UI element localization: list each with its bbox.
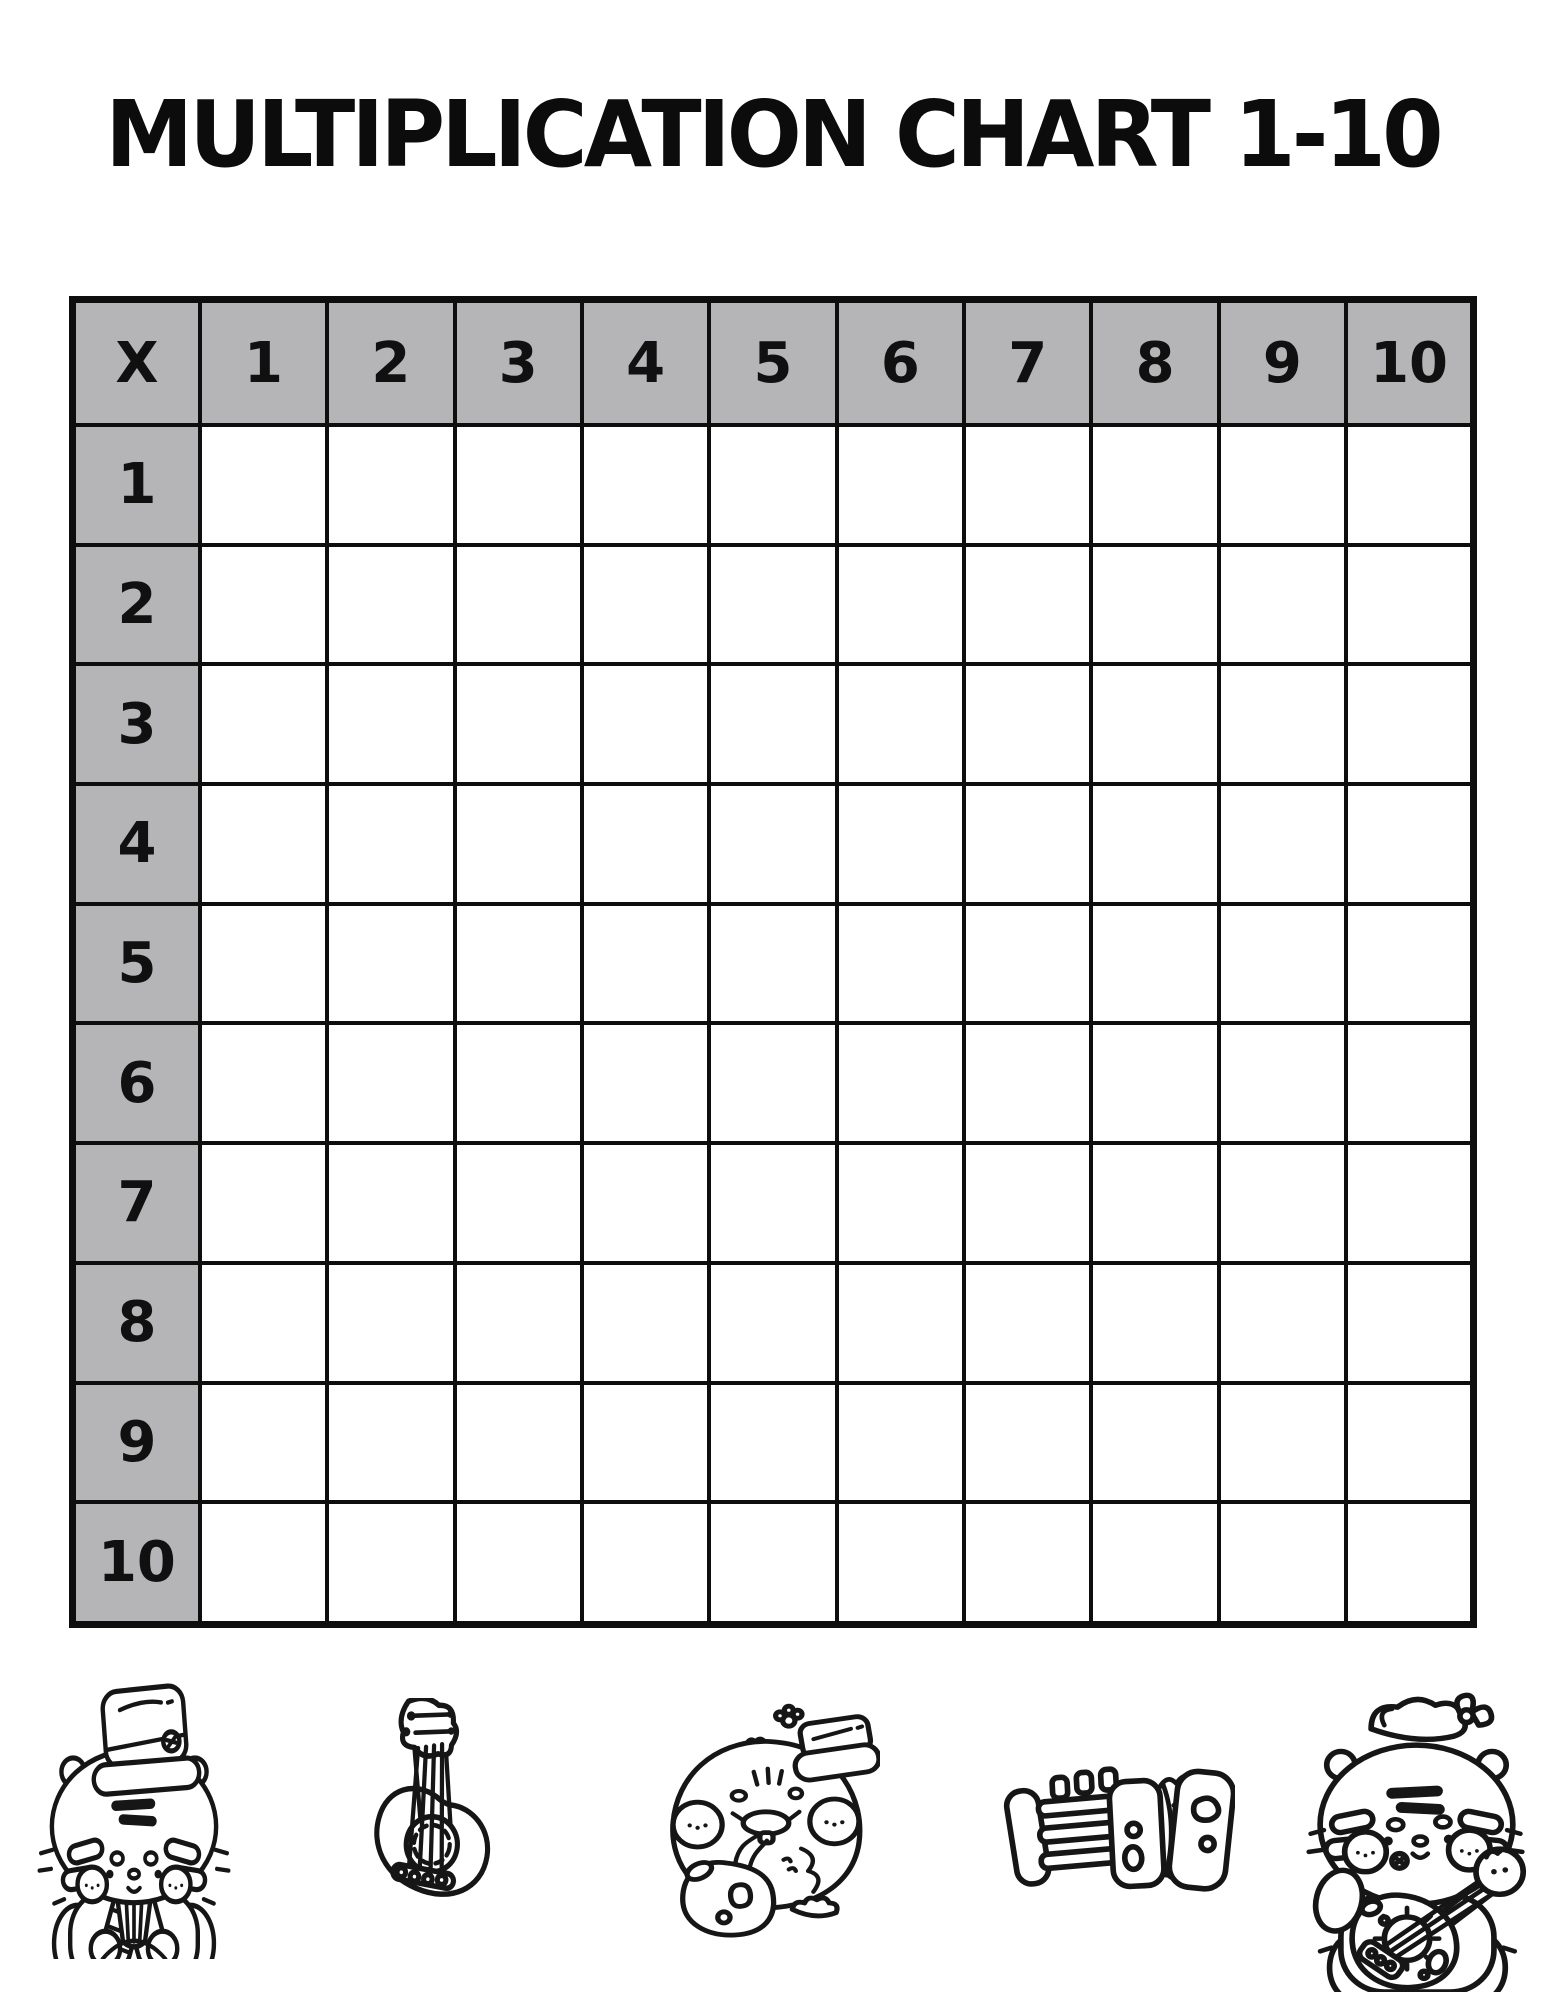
column-header-9: 9 (1219, 300, 1346, 426)
answer-cell-7x7 (964, 1143, 1091, 1263)
answer-cell-10x4 (582, 1502, 709, 1624)
concertina-icon (1000, 1752, 1235, 1902)
answer-cell-4x9 (1219, 784, 1346, 904)
answer-cell-1x10 (1346, 425, 1473, 545)
answer-cell-1x7 (964, 425, 1091, 545)
table-row-6 (73, 1023, 1474, 1143)
answer-cell-8x10 (1346, 1263, 1473, 1383)
answer-cell-8x4 (582, 1263, 709, 1383)
table-row-10 (73, 1502, 1474, 1624)
table-row-7 (73, 1143, 1474, 1263)
answer-cell-4x3 (455, 784, 582, 904)
table-row-5 (73, 904, 1474, 1024)
column-header-4: 4 (582, 300, 709, 426)
answer-cell-2x5 (709, 545, 836, 665)
answer-cell-4x8 (1091, 784, 1218, 904)
answer-cell-6x8 (1091, 1023, 1218, 1143)
answer-cell-1x6 (837, 425, 964, 545)
column-header-3: 3 (455, 300, 582, 426)
answer-cell-8x6 (837, 1263, 964, 1383)
answer-cell-9x8 (1091, 1383, 1218, 1503)
answer-cell-5x6 (837, 904, 964, 1024)
answer-cell-3x6 (837, 664, 964, 784)
row-header-7: 7 (73, 1143, 200, 1263)
answer-cell-5x1 (200, 904, 327, 1024)
table-row-1 (73, 425, 1474, 545)
answer-cell-1x4 (582, 425, 709, 545)
column-header-8: 8 (1091, 300, 1218, 426)
answer-cell-7x4 (582, 1143, 709, 1263)
answer-cell-9x3 (455, 1383, 582, 1503)
answer-cell-8x9 (1219, 1263, 1346, 1383)
answer-cell-7x2 (327, 1143, 454, 1263)
row-header-6: 6 (73, 1023, 200, 1143)
answer-cell-1x3 (455, 425, 582, 545)
answer-cell-1x9 (1219, 425, 1346, 545)
answer-cell-1x1 (200, 425, 327, 545)
answer-cell-4x7 (964, 784, 1091, 904)
answer-cell-3x5 (709, 664, 836, 784)
answer-cell-3x4 (582, 664, 709, 784)
answer-cell-1x5 (709, 425, 836, 545)
answer-cell-10x3 (455, 1502, 582, 1624)
answer-cell-5x7 (964, 904, 1091, 1024)
answer-cell-7x3 (455, 1143, 582, 1263)
answer-cell-10x2 (327, 1502, 454, 1624)
answer-cell-6x1 (200, 1023, 327, 1143)
answer-cell-10x5 (709, 1502, 836, 1624)
answer-cell-10x10 (1346, 1502, 1473, 1624)
acoustic-guitar-icon (360, 1698, 522, 1910)
answer-cell-10x7 (964, 1502, 1091, 1624)
answer-cell-6x10 (1346, 1023, 1473, 1143)
table-row-4 (73, 784, 1474, 904)
answer-cell-5x3 (455, 904, 582, 1024)
answer-cell-2x2 (327, 545, 454, 665)
answer-cell-3x10 (1346, 664, 1473, 784)
answer-cell-2x9 (1219, 545, 1346, 665)
table-row-9 (73, 1383, 1474, 1503)
column-header-5: 5 (709, 300, 836, 426)
answer-cell-2x6 (837, 545, 964, 665)
answer-cell-4x4 (582, 784, 709, 904)
cat-top-hat-accordion-icon (35, 1673, 233, 1959)
answer-cell-9x4 (582, 1383, 709, 1503)
answer-cell-5x9 (1219, 904, 1346, 1024)
row-header-5: 5 (73, 904, 200, 1024)
column-header-2: 2 (327, 300, 454, 426)
answer-cell-9x9 (1219, 1383, 1346, 1503)
column-header-1: 1 (200, 300, 327, 426)
column-header-7: 7 (964, 300, 1091, 426)
row-header-9: 9 (73, 1383, 200, 1503)
answer-cell-2x10 (1346, 545, 1473, 665)
answer-cell-10x6 (837, 1502, 964, 1624)
answer-cell-5x4 (582, 904, 709, 1024)
answer-cell-3x8 (1091, 664, 1218, 784)
answer-cell-3x2 (327, 664, 454, 784)
answer-cell-6x2 (327, 1023, 454, 1143)
answer-cell-8x2 (327, 1263, 454, 1383)
answer-cell-6x6 (837, 1023, 964, 1143)
answer-cell-8x1 (200, 1263, 327, 1383)
multiplication-table (69, 296, 1477, 1628)
answer-cell-6x4 (582, 1023, 709, 1143)
answer-cell-10x8 (1091, 1502, 1218, 1624)
answer-cell-8x8 (1091, 1263, 1218, 1383)
answer-cell-3x3 (455, 664, 582, 784)
corner-header-cell: X (73, 300, 200, 426)
answer-cell-5x8 (1091, 904, 1218, 1024)
answer-cell-10x1 (200, 1502, 327, 1624)
answer-cell-9x2 (327, 1383, 454, 1503)
answer-cell-2x7 (964, 545, 1091, 665)
answer-cell-4x1 (200, 784, 327, 904)
column-header-10: 10 (1346, 300, 1473, 426)
page-title: MULTIPLICATION CHART 1-10 (105, 81, 1440, 188)
answer-cell-7x5 (709, 1143, 836, 1263)
answer-cell-4x2 (327, 784, 454, 904)
answer-cell-8x5 (709, 1263, 836, 1383)
column-header-6: 6 (837, 300, 964, 426)
answer-cell-5x2 (327, 904, 454, 1024)
row-header-4: 4 (73, 784, 200, 904)
answer-cell-10x9 (1219, 1502, 1346, 1624)
answer-cell-3x7 (964, 664, 1091, 784)
answer-cell-7x8 (1091, 1143, 1218, 1263)
answer-cell-4x10 (1346, 784, 1473, 904)
answer-cell-6x5 (709, 1023, 836, 1143)
row-header-10: 10 (73, 1502, 200, 1624)
answer-cell-1x2 (327, 425, 454, 545)
answer-cell-5x10 (1346, 904, 1473, 1024)
answer-cell-7x1 (200, 1143, 327, 1263)
row-header-3: 3 (73, 664, 200, 784)
table-body (73, 425, 1474, 1625)
answer-cell-6x7 (964, 1023, 1091, 1143)
answer-cell-2x8 (1091, 545, 1218, 665)
answer-cell-7x6 (837, 1143, 964, 1263)
answer-cell-9x5 (709, 1383, 836, 1503)
answer-cell-9x1 (200, 1383, 327, 1503)
answer-cell-2x1 (200, 545, 327, 665)
table-row-8 (73, 1263, 1474, 1383)
answer-cell-5x5 (709, 904, 836, 1024)
answer-cell-3x1 (200, 664, 327, 784)
row-header-2: 2 (73, 545, 200, 665)
cat-bow-ukulele-icon (1305, 1680, 1527, 1992)
row-header-1: 1 (73, 425, 200, 545)
table-header-row (73, 300, 1474, 426)
answer-cell-6x9 (1219, 1023, 1346, 1143)
answer-cell-1x8 (1091, 425, 1218, 545)
answer-cell-6x3 (455, 1023, 582, 1143)
answer-cell-2x4 (582, 545, 709, 665)
table-row-2 (73, 545, 1474, 665)
answer-cell-8x7 (964, 1263, 1091, 1383)
answer-cell-9x6 (837, 1383, 964, 1503)
answer-cell-4x5 (709, 784, 836, 904)
answer-cell-4x6 (837, 784, 964, 904)
table-row-3 (73, 664, 1474, 784)
answer-cell-3x9 (1219, 664, 1346, 784)
duck-with-jug-icon (652, 1703, 880, 1943)
answer-cell-7x9 (1219, 1143, 1346, 1263)
answer-cell-2x3 (455, 545, 582, 665)
answer-cell-9x7 (964, 1383, 1091, 1503)
answer-cell-9x10 (1346, 1383, 1473, 1503)
row-header-8: 8 (73, 1263, 200, 1383)
answer-cell-7x10 (1346, 1143, 1473, 1263)
answer-cell-8x3 (455, 1263, 582, 1383)
